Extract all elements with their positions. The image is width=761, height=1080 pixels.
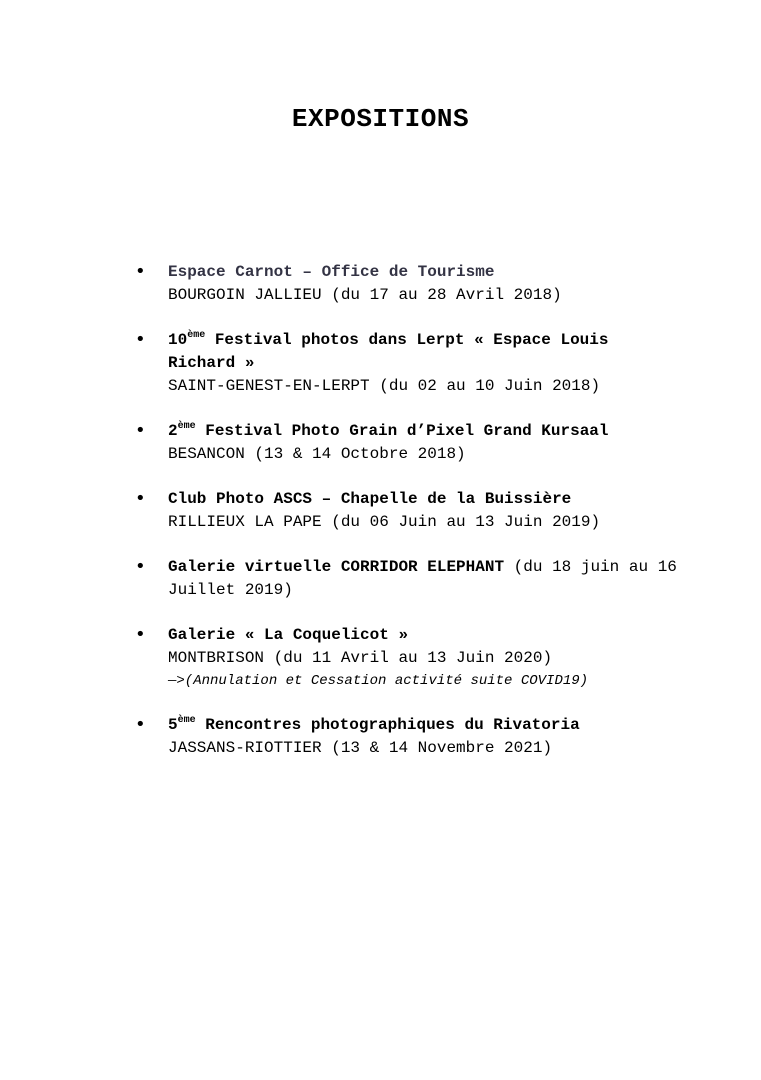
exhibition-name: Club Photo ASCS – Chapelle de la Buissière xyxy=(168,490,572,508)
exhibition-dates: (du 18 juin au 16 Juillet 2019) xyxy=(168,558,677,599)
exhibition-name xyxy=(168,716,580,734)
bullet-icon: • xyxy=(135,488,146,509)
ordinal-number: 2 xyxy=(168,422,178,440)
exhibition-note: —>(Annulation et Cessation activité suite COVID19) xyxy=(168,673,589,689)
ordinal-number: 10 xyxy=(168,331,188,349)
exhibition-name: Galerie « La Coquelicot » xyxy=(168,626,409,644)
list-item xyxy=(0,624,761,692)
list-item xyxy=(0,420,761,466)
ordinal-suffix: ème xyxy=(177,421,196,432)
exhibition-place: RILLIEUX LA PAPE (du 06 Juin au 13 Juin 2019) xyxy=(168,513,601,531)
bullet-icon: • xyxy=(135,261,146,282)
exhibition-place: MONTBRISON (du 11 Avril au 13 Juin 2020) xyxy=(168,649,553,667)
list-item xyxy=(0,556,761,602)
page-title: EXPOSITIONS xyxy=(291,104,470,134)
exhibition-list xyxy=(0,261,761,782)
exhibition-place: BESANCON (13 & 14 Octobre 2018) xyxy=(168,445,466,463)
bullet-icon: • xyxy=(135,556,146,577)
list-item xyxy=(0,329,761,398)
exhibition-title: Rencontres photographiques du Rivatoria xyxy=(195,716,580,734)
list-item xyxy=(0,714,761,760)
exhibition-name: Espace Carnot – Office de Tourisme xyxy=(168,263,495,281)
list-item xyxy=(0,261,761,307)
ordinal-suffix: ème xyxy=(177,715,196,726)
ordinal-number: 5 xyxy=(168,716,178,734)
exhibition-name xyxy=(168,331,608,372)
bullet-icon: • xyxy=(135,714,146,735)
exhibition-title: Festival photos dans Lerpt « Espace Louis Richard » xyxy=(168,331,609,372)
bullet-icon: • xyxy=(135,329,146,350)
exhibition-place: BOURGOIN JALLIEU (du 17 au 28 Avril 2018) xyxy=(168,286,562,304)
exhibition-name xyxy=(168,422,609,440)
bullet-icon: • xyxy=(135,420,146,441)
bullet-icon: • xyxy=(135,624,146,645)
ordinal-suffix: ème xyxy=(187,330,206,341)
exhibition-place: JASSANS-RIOTTIER (13 & 14 Novembre 2021) xyxy=(168,739,553,757)
list-item xyxy=(0,488,761,534)
exhibition-name: Galerie virtuelle CORRIDOR ELEPHANT xyxy=(168,558,505,576)
exhibition-title: Festival Photo Grain d’Pixel Grand Kursaal xyxy=(195,422,609,440)
exhibition-place: SAINT-GENEST-EN-LERPT (du 02 au 10 Juin 2018) xyxy=(168,377,601,395)
